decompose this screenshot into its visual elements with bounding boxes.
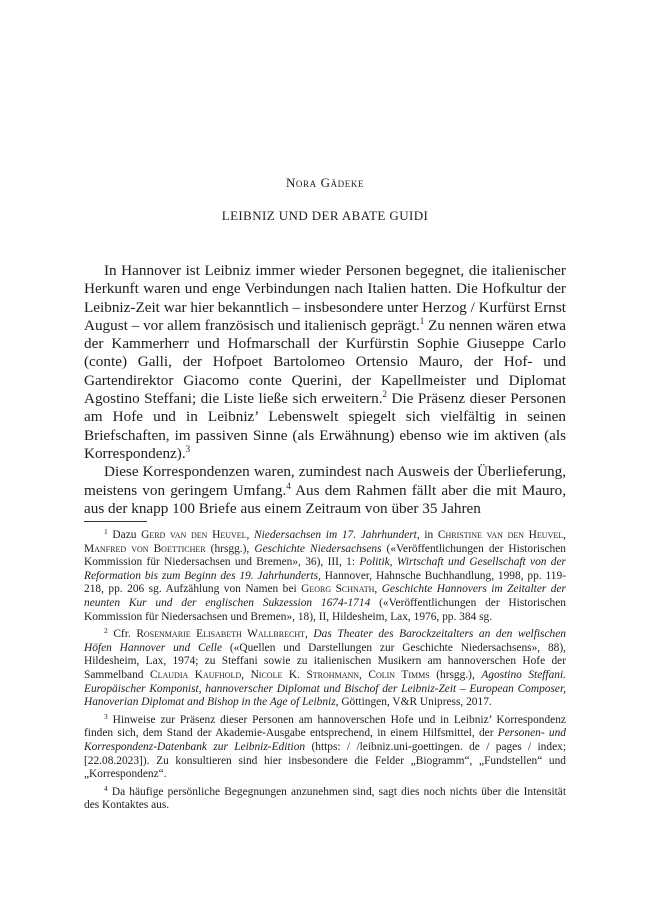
footnote-2 (84, 628, 566, 710)
footnote-text: Hinweise zur Präsenz dieser Personen am hannoverschen Hofe und in Leibniz’ Korrespondenz finden sich, dem Stand der Akademie-Ausgabe entsprechend, in einem Hilfsmittel, der (84, 713, 566, 740)
footnotes (84, 529, 566, 817)
footnote-text: (hrsgg.), (429, 668, 482, 681)
body-text-run: Aus dem Rahmen fällt aber die mit Mauro, aus der knapp 100 Briefe aus einem Zeitraum von über 35 Jahren (84, 481, 566, 517)
footnote-ref-3: 3 (185, 443, 191, 454)
footnote-separator (84, 521, 147, 522)
article-title: LEIBNIZ UND DER ABATE GUIDI (221, 208, 429, 223)
footnote-text: («Veröffentlichungen der Historischen Kommission für Niedersachsen und Bremen», 36), III, 1: (84, 542, 566, 569)
body-text-run: Die Präsenz dieser Personen am Hofe und in Leibniz’ Lebenswelt spiegelt sich vielfältig in seinen Briefschaften, im passiven Sinne (als Erwähnung) ebenso wie im aktiven (als Korrespondenz). (84, 390, 566, 462)
body-paragraph-2 (84, 463, 566, 518)
footnote-author: Christine van den Heuvel, Manfred von Boetticher (84, 529, 566, 555)
footnote-author: Georg Schnath (301, 583, 375, 596)
footnote-work-title: Niedersachsen im 17. Jahrhundert (254, 529, 417, 541)
body-text-run: Diese Korrespondenzen waren, zumindest nach Ausweis der Überlieferung, meistens von geringem Umfang. (84, 463, 566, 499)
footnote-author: Claudia Kaufhold, Nicole K. Strohmann, Colin Timms (150, 668, 430, 681)
footnote-text: Cfr. (113, 628, 137, 641)
footnote-author: Gerd van den Heuvel (141, 529, 247, 541)
footnote-ref-4: 4 (286, 480, 291, 491)
footnote-work-title: Das Theater des Barockzeitalters an den welfischen Höfen Hannover und Celle (84, 628, 566, 654)
footnote-work-title: Agostino Steffani. Europäischer Komponist, hannoverscher Diplomat und Bischof der Leibniz-Zeit – European Composer, Hanoverian Diplomat and Bishop in the Age of Leibniz (84, 668, 566, 709)
footnote-ref-2: 2 (382, 389, 388, 400)
footnote-ref-1: 1 (419, 315, 425, 326)
footnote-text: , Hannover, Hahnsche Buchhandlung, 1998, pp. 119-218, pp. 206 sg. Aufzählung von Namen bei (84, 569, 566, 596)
footnote-work-title: Geschichte Niedersachsens (254, 542, 382, 555)
body-text-run: In Hannover ist Leibniz immer wieder Personen begegnet, die italienischer Herkunft waren und enge Verbindungen nach Italien hatten. Die Hofkultur der Leibniz-Zeit war hier bekanntlich – insbesondere unter Herzog / Kurfürst Ernst August – vor allem französisch und italienisch geprägt. (84, 262, 566, 334)
footnote-text: , (246, 529, 255, 541)
footnote-number: 4 (104, 783, 108, 793)
footnote-author: Rosenmarie Elisabeth Wallbrecht (136, 628, 305, 641)
footnote-number: 2 (104, 626, 108, 636)
footnote-text: (hrsgg.), (205, 542, 255, 555)
footnote-number: 1 (104, 527, 108, 536)
footnote-work-title: Geschichte Hannovers im Zeitalter der neunten Kur und der englischen Sukzession 1674-1714 (84, 583, 566, 609)
footnote-text: , Göttingen, V&R Unipress, 2017. (335, 696, 492, 709)
footnote-1 (84, 529, 566, 624)
footnote-text: Dazu (112, 529, 142, 541)
body-paragraph-1 (84, 262, 566, 463)
footnote-text: Da häufige persönliche Begegnungen anzunehmen sind, sagt dies noch nichts über die Intensität des Kontaktes aus. (84, 785, 566, 812)
footnote-text: , (374, 583, 382, 596)
footnote-work-title: Politik, Wirtschaft und Gesellschaft von der Reformation bis zum Beginn des 19. Jahrhunderts (84, 556, 566, 582)
footnote-work-title: Personen- und Korrespondenz-Datenbank zur Leibniz-Edition (84, 727, 566, 753)
footnote-text: , in (416, 529, 438, 541)
body-text (84, 262, 566, 518)
body-text-run: Zu nennen wären etwa der Kammerherr und Hofmarschall der Kurfürstin Sophie Giuseppe Carlo (conte) Galli, der Hofpoet Bartolomeo Ortensio Mauro, der Hof- und Gartendirektor Giacomo conte Querini, der Kapellmeister und Diplomat Agostino Steffani; die Liste ließe sich erweitern. (84, 316, 566, 408)
footnote-number: 3 (104, 711, 108, 721)
author-name: Nora Gädeke (285, 175, 365, 190)
footnote-text: («Quellen und Darstellungen zur Geschichte Niedersachsens», 88), Hildesheim, Lax, 1974; zu Steffani sowie zu italienischen Musikern am hannoverschen Hofe der Sammelband (84, 641, 566, 681)
footnote-text: (https: / /leibniz.uni-goettingen. de / pages / index; [22.08.2023]). Zu konsultieren sind hier insbesondere die Felder „Biogramm“, „Fundstellen“ und „Korrespondenz“. (84, 740, 566, 781)
footnote-3 (84, 711, 566, 782)
footnote-text: («Veröffentlichungen der Historischen Kommission für Niedersachsen und Bremen», 18), II, Hildesheim, Lax, 1976, pp. 384 sg. (84, 596, 567, 623)
footnote-4 (84, 783, 566, 813)
footnote-text: , (305, 628, 314, 641)
